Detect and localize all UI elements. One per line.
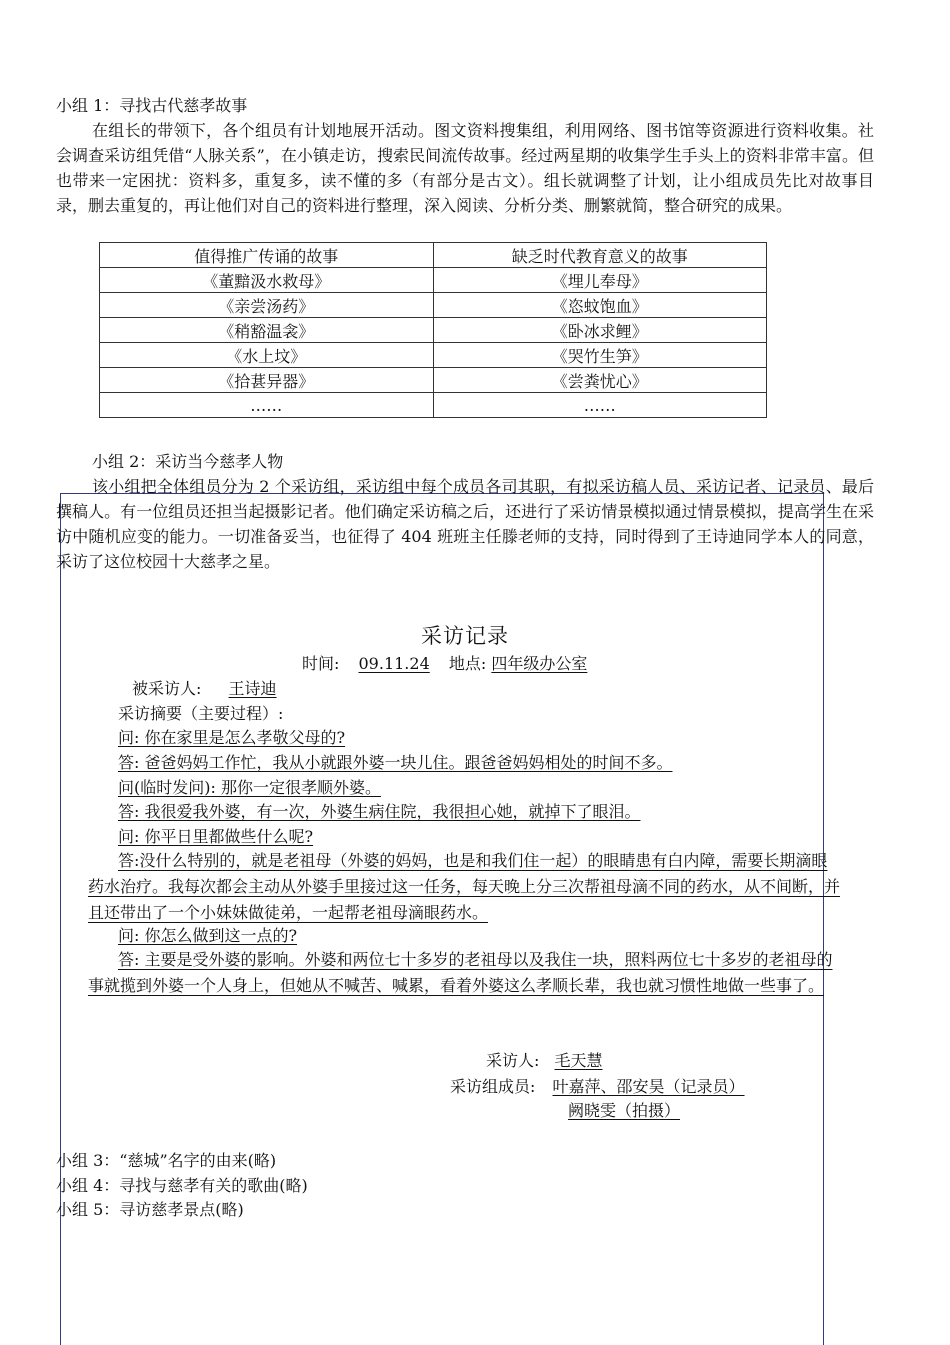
interviewer-line bbox=[486, 1048, 603, 1071]
time-label: 时间: bbox=[302, 654, 340, 673]
table-cell: 《尝粪忧心》 bbox=[433, 368, 767, 393]
table-cell: 《亲尝汤药》 bbox=[100, 293, 434, 318]
table-cell: 《董黯汲水救母》 bbox=[100, 268, 434, 293]
table-row bbox=[100, 368, 767, 393]
group2-heading: 小组 2：采访当今慈孝人物 bbox=[92, 452, 284, 471]
group2-paragraph: 该小组把全体组员分为 2 个采访组，采访组中每个成员各司其职，有拟采访稿人员、采访记者、记录员、最后撰稿人。有一位组员还担当起摄影记者。他们确定采访稿之后，还进行了采访情景模拟通过情景模拟，提高学生在采访中随机应变的能力。一切准备妥当，也征得了 404 班班主任滕老师的支持，同时得到了王诗迪同学本人的同意，采访了这位校园十大慈孝之星。 bbox=[56, 477, 874, 571]
group5-line: 小组 5：寻访慈孝景点(略) bbox=[56, 1200, 244, 1219]
table-row bbox=[100, 343, 767, 368]
table-cell: 《哭竹生笋》 bbox=[433, 343, 767, 368]
table-cell: 《拾葚异器》 bbox=[100, 368, 434, 393]
group1-heading: 小组 1：寻找古代慈孝故事 bbox=[56, 96, 248, 115]
table-cell: 《埋儿奉母》 bbox=[433, 268, 767, 293]
table-header: 缺乏时代教育意义的故事 bbox=[433, 243, 767, 268]
qa-line: 问: 你平日里都做些什么呢? bbox=[118, 827, 314, 846]
members-value-2: 阙晓雯（拍摄） bbox=[568, 1101, 681, 1120]
answer-long-2 bbox=[88, 947, 840, 999]
members-line bbox=[450, 1074, 745, 1097]
table-header-row bbox=[100, 243, 767, 268]
table-cell: 《恣蚊饱血》 bbox=[433, 293, 767, 318]
table-cell: 《卧冰求鲤》 bbox=[433, 318, 767, 343]
qa-line: 答: 爸爸妈妈工作忙，我从小就跟外婆一块儿住。跟爸爸妈妈相处的时间不多。 bbox=[118, 753, 673, 772]
group4-line: 小组 4：寻找与慈孝有关的歌曲(略) bbox=[56, 1176, 308, 1195]
group1-paragraph: 在组长的带领下，各个组员有计划地展开活动。图文资料搜集组，利用网络、图书馆等资源进行资料收集。社会调查采访组凭借“人脉关系”，在小镇走访，搜索民间流传故事。经过两星期的收集学生手头上的资料非常丰富。但也带来一定困扰：资料多，重复多，读不懂的多（有部分是古文）。组长就调整了计划，让小组成员先比对故事目录，删去重复的，再让他们对自己的资料进行整理，深入阅读、分析分类、删繁就简，整合研究的成果。 bbox=[56, 121, 874, 215]
table-cell: 《水上坟》 bbox=[100, 343, 434, 368]
qa-line: 问(临时发问): 那你一定很孝顺外婆。 bbox=[118, 778, 381, 797]
qa-line: 问: 你在家里是怎么孝敬父母的? bbox=[118, 728, 346, 747]
interviewee-label: 被采访人: bbox=[132, 679, 202, 698]
table-row bbox=[100, 318, 767, 343]
time-value: 09.11.24 bbox=[358, 654, 430, 673]
table-cell: 《稍豁温衾》 bbox=[100, 318, 434, 343]
qa-line: 问: 你怎么做到这一点的? bbox=[118, 926, 298, 945]
stories-table bbox=[99, 242, 767, 418]
table-row bbox=[100, 293, 767, 318]
summary-label: 采访摘要（主要过程）: bbox=[118, 704, 284, 723]
interviewee-value: 王诗迪 bbox=[228, 679, 277, 698]
table-cell: …… bbox=[433, 393, 767, 418]
table-header: 值得推广传诵的故事 bbox=[100, 243, 434, 268]
answer-long-1 bbox=[88, 848, 840, 926]
place-label: 地点: bbox=[448, 654, 487, 673]
record-title: 采访记录 bbox=[421, 624, 509, 648]
qa-line: 答: 我很爱我外婆，有一次，外婆生病住院，我很担心她，就掉下了眼泪。 bbox=[118, 802, 641, 821]
record-time-place bbox=[302, 651, 587, 674]
table-cell: …… bbox=[100, 393, 434, 418]
members-label: 采访组成员: bbox=[450, 1077, 536, 1096]
answer-text: 答: 主要是受外婆的影响。外婆和两位七十多岁的老祖母以及我住一块，照料两位七十多岁的老祖母的事就揽到外婆一个人身上，但她从不喊苦、喊累，看着外婆这么孝顺长辈，我也就习惯性地做一些事了。 bbox=[88, 950, 833, 995]
record-interviewee bbox=[132, 676, 295, 699]
members-value: 叶嘉萍、邵安昊（记录员） bbox=[552, 1077, 745, 1096]
group3-line: 小组 3：“慈城”名字的由来(略) bbox=[56, 1151, 277, 1170]
answer-text: 答:没什么特别的，就是老祖母（外婆的妈妈，也是和我们住一起）的眼睛患有白内障，需要长期滴眼药水治疗。我每次都会主动从外婆手里接过这一任务，每天晚上分三次帮祖母滴不同的药水，从不间断，并且还带出了一个小妹妹做徒弟，一起帮老祖母滴眼药水。 bbox=[88, 851, 841, 922]
table-row bbox=[100, 268, 767, 293]
interviewer-label: 采访人: bbox=[486, 1051, 540, 1070]
interviewer-value: 毛天慧 bbox=[554, 1051, 603, 1070]
table-row bbox=[100, 393, 767, 418]
place-value: 四年级办公室 bbox=[491, 654, 588, 673]
